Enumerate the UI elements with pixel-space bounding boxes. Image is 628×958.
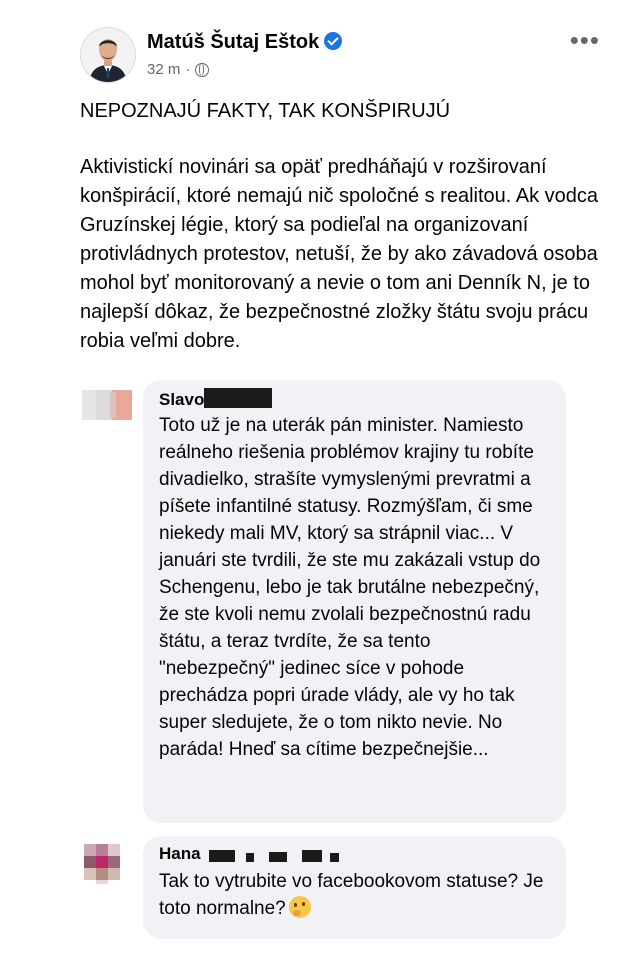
redaction-bar bbox=[302, 850, 322, 862]
redaction-bar bbox=[330, 853, 339, 862]
globe-icon bbox=[195, 63, 209, 77]
post-body bbox=[80, 153, 600, 356]
comment-author[interactable] bbox=[159, 844, 551, 868]
comment-text bbox=[159, 868, 551, 922]
comment-text: Toto už je na uterák pán minister. Namiesto reálneho riešenia problémov krajiny tu robíte divadielko, strašíte vymyslenými prevratmi a píšete infantilné statusy. Rozmýšľam, či sme niekedy mali MV, ktorý sa strápnil viac... V januári ste tvrdili, že ste mu zakázali vstup do Schengenu, lebo je tak brutálne nebezpečný, že ste kvoli nemu zvolali bezpečnostnú radu štátu, a teraz tvrdíte, že sa tento "nebezpečný" jedinec síce v pohode prechádza popri úrade vlády, ale vy ho tak super sledujete, že o tom nikto nevie. No paráda! Hneď sa cítime bezpečnejšie... bbox=[159, 415, 541, 760]
post-meta bbox=[147, 61, 209, 78]
verified-badge-icon bbox=[324, 32, 342, 50]
redaction-bar bbox=[204, 388, 272, 408]
post-time[interactable]: 32 m bbox=[147, 61, 181, 78]
post-author[interactable] bbox=[147, 31, 342, 54]
comment-author-name: Slavo bbox=[159, 390, 205, 409]
comment-avatar[interactable] bbox=[80, 844, 134, 884]
blurred-avatar-image bbox=[80, 386, 134, 422]
comment-author-name: Hana bbox=[159, 844, 201, 863]
redaction-bar bbox=[209, 850, 235, 862]
comment-text-content: Tak to vytrubite vo facebookovom statuse? Je toto normalne? bbox=[159, 871, 544, 919]
thinking-face-icon bbox=[289, 896, 311, 918]
meta-separator: · bbox=[185, 61, 191, 78]
author-photo bbox=[81, 28, 135, 82]
comment-bubble bbox=[143, 380, 566, 823]
comment-author[interactable] bbox=[159, 388, 551, 412]
more-options-icon: ••• bbox=[569, 25, 600, 55]
redaction-bar bbox=[269, 852, 287, 862]
post-header bbox=[80, 27, 600, 87]
comment-bubble bbox=[143, 836, 566, 939]
post-body-text: Aktivistickí novinári sa opäť predháňajú v rozširovaní konšpirácií, ktoré nemajú nič spoločné s realitou. Ak vodca Gruzínskej légie, ktorý sa podieľal na organizovaní protivládnych protestov, netuší, že by ako závadová osoba mohol byť monitorovaný a nevie o tom ani Denník N, je to najlepší dôkaz, že bezpečnostné zložky štátu svoju prácu robia veľmi dobre. bbox=[80, 156, 599, 352]
author-name-text: Matúš Šutaj Eštok bbox=[147, 31, 320, 53]
redaction-bar bbox=[246, 853, 254, 862]
author-avatar[interactable] bbox=[80, 27, 136, 83]
comment-avatar[interactable] bbox=[80, 386, 134, 422]
blurred-avatar-image bbox=[80, 844, 134, 884]
more-options-button[interactable] bbox=[569, 25, 600, 55]
post-title: NEPOZNAJÚ FAKTY, TAK KONŠPIRUJÚ bbox=[80, 100, 451, 122]
